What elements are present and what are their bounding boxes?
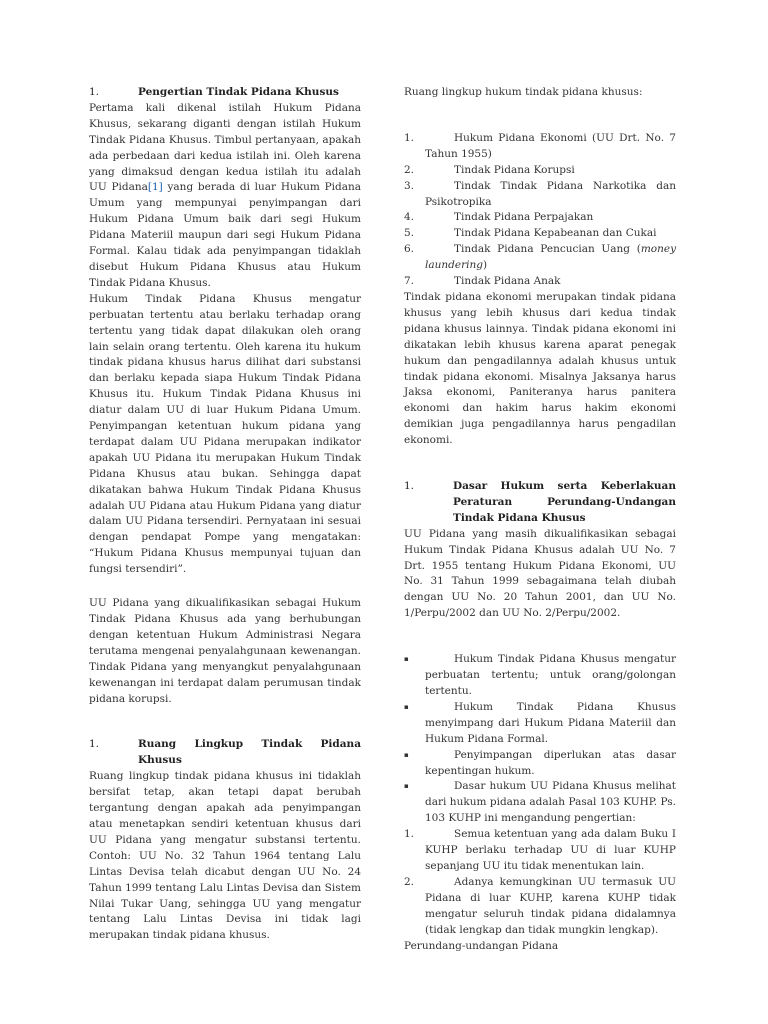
- paragraph-ekonomi: Tindak pidana ekonomi merupakan tindak pidana khusus yang lebih khusus dari kedua tindak pidana khusus lainnya. Tindak pidana ekonomi ini dikatakan lebih khusus karena aparat penegak hukum dan pengadilannya adalah khusus untuk tindak pidana ekonomi. Misalnya Jaksanya harus Jaksa ekonomi, Paniteranya harus panitera ekonomi dan hakim harus hakim ekonomi demikian juga pengadilannya harus pengadilan ekonomi.: [404, 290, 676, 447]
- heading-title: Ruang Lingkup Tindak Pidana Khusus: [138, 738, 361, 767]
- list-item: 3. Tindak Tindak Pidana Narkotika dan Psikotropika: [404, 179, 676, 208]
- list-item: 2. Adanya kemungkinan UU termasuk UU Pidana di luar KUHP, karena KUHP tidak mengatur seluruh tindak pidana didalamnya (tidak lengkap dan tidak mungkin lengkap).: [404, 875, 676, 936]
- paragraph-pengertian-3: UU Pidana yang dikualifikasikan sebagai Hukum Tindak Pidana Khusus ada yang berhubungan dengan ketentuan Hukum Administrasi Negara terutama mengenai penyalahgunaan kewenangan. Tindak Pidana yang menyangkut penyalahgunaan kewenangan ini terdapat dalam perumusan tindak pidana korupsi.: [89, 597, 361, 705]
- list-item: 6. Tindak Pidana Pencucian Uang (money laundering): [404, 243, 676, 272]
- heading-number: 1.: [89, 86, 100, 98]
- bullet-item: ▪ Hukum Tindak Pidana Khusus menyimpang dari Hukum Pidana Materiil dan Hukum Pidana Formal.: [404, 700, 676, 748]
- section-heading-ruang-lingkup: [89, 737, 361, 769]
- right-column: [404, 85, 676, 954]
- pasal-103-list: [404, 827, 676, 938]
- heading-title: Dasar Hukum serta Keberlakuan Peraturan Perundang-Undangan Tindak Pidana Khusus: [453, 480, 676, 524]
- paragraph-pengertian-1: Pertama kali dikenal istilah Hukum Pidana Khusus, sekarang diganti dengan istilah Hukum Tindak Pidana Khusus. Timbul pertanyaan, apakah ada perbedaan dari kedua istilah ini. Oleh karena yang dimaksud dengan kedua istilah itu adalah UU Pidana[1] yang berada di luar Hukum Pidana Umum yang mempunyai penyimpangan dari Hukum Pidana Umum baik dari segi Hukum Pidana Materiil maupun dari segi Hukum Pidana Formal. Kalau tidak ada penyimpangan tidaklah disebut Hukum Pidana Khusus atau Hukum Tindak Pidana Khusus.: [89, 101, 361, 289]
- paragraph-closing: Perundang-undangan Pidana: [404, 939, 559, 952]
- bullet-item: ▪ Dasar hukum UU Pidana Khusus melihat dari hukum pidana adalah Pasal 103 KUHP. Ps. 103 KUHP ini mengandung pengertian:: [404, 779, 676, 827]
- list-item: 2. Tindak Pidana Korupsi: [404, 163, 575, 176]
- heading-title: Pengertian Tindak Pidana Khusus: [138, 86, 339, 98]
- list-item: 4. Tindak Pidana Perpajakan: [404, 211, 594, 224]
- heading-number: 1.: [89, 738, 100, 751]
- paragraph-dasar-hukum: UU Pidana yang masih dikualifikasikan sebagai Hukum Tindak Pidana Khusus adalah UU No. 7 Drt. 1955 tentang Hukum Pidana Ekonomi, UU No. 31 Tahun 1999 sebagaimana telah diubah dengan UU No. 20 Tahun 2001, dan UU No. 1/Perpu/2002 dan UU No. 2/Perpu/2002.: [404, 527, 676, 620]
- bullet-marker-icon: ▪: [404, 782, 409, 791]
- heading-number: 1.: [404, 480, 415, 493]
- list-item: 5. Tindak Pidana Kepabeanan dan Cukai: [404, 227, 657, 240]
- bullet-marker-icon: ▪: [404, 655, 409, 664]
- list-item: 1. Semua ketentuan yang ada dalam Buku I KUHP berlaku terhadap UU di luar KUHP sepanjang UU itu tidak menentukan lain.: [404, 828, 676, 872]
- paragraph-pengertian-2: Hukum Tindak Pidana Khusus mengatur perbuatan tertentu atau berlaku terhadap orang tertentu yang tidak dapat dilakukan oleh orang lain selain orang tertentu. Oleh karena itu hukum tindak pidana khusus harus dilihat dari substansi dan berlaku kepada siapa Hukum Tindak Pidana Khusus itu. Hukum Tindak Pidana Khusus ini diatur dalam UU di luar Hukum Pidana Umum. Penyimpangan ketentuan hukum pidana yang terdapat dalam UU Pidana merupakan indikator apakah UU Pidana itu merupakan Hukum Tindak Pidana Khusus atau bukan. Sehingga dapat dikatakan bahwa Hukum Tindak Pidana Khusus adalah UU Pidana atau Hukum Pidana yang diatur dalam UU Pidana tersendiri. Pernyataan ini sesuai dengan pendapat Pompe yang mengatakan: “Hukum Pidana Khusus mempunyai tujuan dan fungsi tersendiri”.: [89, 292, 361, 576]
- bullet-item: ▪ Hukum Tindak Pidana Khusus mengatur perbuatan tertentu; untuk orang/golongan tertentu.: [404, 652, 676, 700]
- list-item: 7. Tindak Pidana Anak: [404, 275, 561, 288]
- bullet-item: ▪ Penyimpangan diperlukan atas dasar kepentingan hukum.: [404, 748, 676, 780]
- section-heading-dasar-hukum: [404, 479, 676, 527]
- bullet-marker-icon: ▪: [404, 750, 409, 759]
- list-item: 1. Hukum Pidana Ekonomi (UU Drt. No. 7 Tahun 1955): [404, 131, 676, 160]
- paragraph-intro: Ruang lingkup hukum tindak pidana khusus:: [404, 86, 643, 98]
- left-column: [89, 85, 361, 944]
- section-heading-pengertian: [89, 85, 361, 101]
- paragraph-ruang-lingkup: Ruang lingkup tindak pidana khusus ini tidaklah bersifat tetap, akan tetapi dapat berubah tergantung dengan apakah ada penyimpangan atau menetapkan sendiri ketentuan khusus dari UU Pidana yang mengatur substansi tertentu. Contoh: UU No. 32 Tahun 1964 tentang Lalu Lintas Devisa telah dicabut dengan UU No. 24 Tahun 1999 tentang Lalu Lintas Devisa dan Sistem Nilai Tukar Uang, sehingga UU yang mengatur tentang Lalu Lintas Devisa ini tidak lagi merupakan tindak pidana khusus.: [89, 770, 361, 942]
- bullet-marker-icon: ▪: [404, 702, 409, 711]
- scope-list: [404, 131, 676, 290]
- footnote-link[interactable]: [1]: [147, 181, 163, 194]
